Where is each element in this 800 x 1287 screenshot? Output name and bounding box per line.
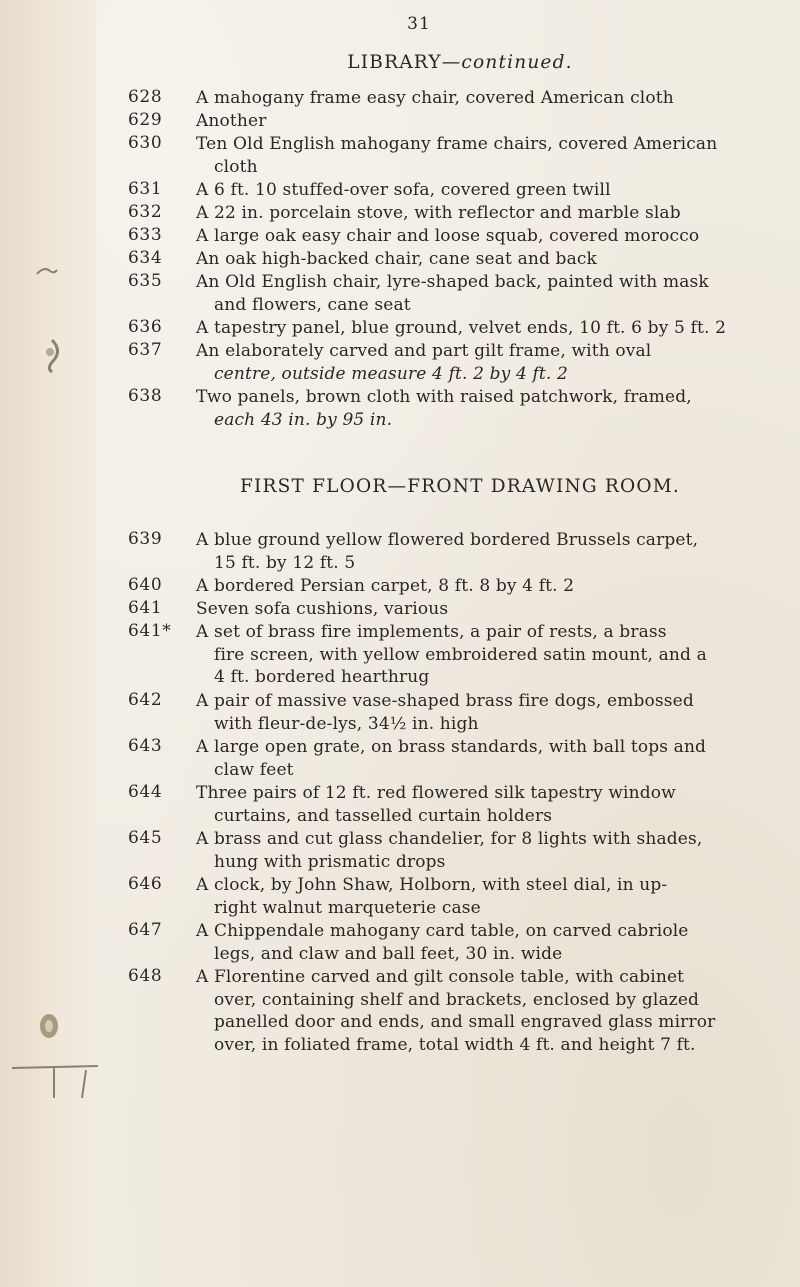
lot-number: 628 bbox=[128, 87, 163, 107]
description-line: cloth bbox=[214, 156, 258, 177]
description-line: A Florentine carved and gilt console table, with cabinet bbox=[196, 967, 685, 987]
description-line: A Chippendale mahogany card table, on carved cabriole bbox=[196, 921, 689, 941]
description-line: A 6 ft. 10 stuffed-over sofa, covered green twill bbox=[196, 180, 611, 200]
lot-number: 638 bbox=[128, 386, 163, 406]
lot-number: 641 bbox=[128, 598, 163, 618]
description-line: fire screen, with yellow embroidered satin mount, and a bbox=[214, 644, 707, 665]
description-line: each 43 in. by 95 in. bbox=[214, 409, 393, 430]
lot-number: 636 bbox=[128, 317, 163, 337]
lot-description bbox=[196, 874, 781, 919]
description-line: hung with prismatic drops bbox=[214, 851, 446, 872]
lot-number: 632 bbox=[128, 202, 163, 222]
description-line: A large open grate, on brass standards, with ball tops and bbox=[196, 737, 707, 757]
lot-number: 633 bbox=[128, 225, 163, 245]
description-line: legs, and claw and ball feet, 30 in. wide bbox=[214, 943, 563, 964]
lot-description bbox=[196, 110, 781, 133]
description-line: curtains, and tasselled curtain holders bbox=[214, 805, 553, 826]
description-line: Ten Old English mahogany frame chairs, covered American bbox=[196, 134, 718, 154]
section-heading-text: FIRST FLOOR—FRONT DRAWING ROOM. bbox=[239, 476, 681, 497]
lot-number: 647 bbox=[128, 920, 163, 940]
lot-description bbox=[196, 271, 781, 316]
lot-description bbox=[196, 736, 781, 781]
lot-description bbox=[196, 87, 781, 110]
description-line: centre, outside measure 4 ft. 2 by 4 ft. 2 bbox=[214, 363, 568, 384]
lot-number: 642 bbox=[128, 690, 163, 710]
lot-number: 629 bbox=[128, 110, 163, 130]
description-line: Another bbox=[196, 111, 267, 131]
description-line: right walnut marqueterie case bbox=[214, 897, 481, 918]
lot-description bbox=[196, 690, 781, 735]
description-line: claw feet bbox=[214, 759, 294, 780]
description-line: Three pairs of 12 ft. red flowered silk tapestry window bbox=[196, 783, 676, 803]
lot-description bbox=[196, 179, 781, 202]
lot-description bbox=[196, 202, 781, 225]
lot-description bbox=[196, 225, 781, 248]
lot-number: 645 bbox=[128, 828, 163, 848]
description-line: over, containing shelf and brackets, enclosed by glazed bbox=[214, 989, 700, 1010]
page-number: 31 bbox=[407, 14, 431, 34]
description-line: An elaborately carved and part gilt frame, with oval bbox=[196, 341, 652, 361]
description-line: A mahogany frame easy chair, covered American cloth bbox=[196, 88, 674, 108]
lot-description bbox=[196, 340, 781, 385]
lot-number: 637 bbox=[128, 340, 163, 360]
description-line: A bordered Persian carpet, 8 ft. 8 by 4 ft. 2 bbox=[196, 576, 575, 596]
ornament-mark-icon bbox=[36, 262, 58, 280]
lot-description bbox=[196, 133, 781, 178]
lot-description bbox=[196, 386, 781, 431]
section-heading-drawing-room bbox=[0, 476, 800, 497]
lot-description bbox=[196, 920, 781, 965]
description-line: An Old English chair, lyre-shaped back, painted with mask bbox=[196, 272, 709, 292]
description-line: A 22 in. porcelain stove, with reflector and marble slab bbox=[196, 203, 681, 223]
description-line: over, in foliated frame, total width 4 ft. and height 7 ft. bbox=[214, 1034, 696, 1055]
lot-description bbox=[196, 248, 781, 271]
lot-description bbox=[196, 782, 781, 827]
lot-number: 634 bbox=[128, 248, 163, 268]
section-heading-suffix: —continued. bbox=[441, 52, 573, 73]
description-line: A large oak easy chair and loose squab, covered morocco bbox=[196, 226, 700, 246]
description-line: 15 ft. by 12 ft. 5 bbox=[214, 552, 356, 573]
lot-description bbox=[196, 966, 781, 1056]
lot-description bbox=[196, 828, 781, 873]
section-heading-library bbox=[0, 52, 800, 73]
description-line: A brass and cut glass chandelier, for 8 lights with shades, bbox=[196, 829, 703, 849]
section-heading-text: LIBRARY bbox=[347, 52, 442, 73]
description-line: Seven sofa cushions, various bbox=[196, 599, 449, 619]
lot-number: 631 bbox=[128, 179, 163, 199]
lot-description bbox=[196, 529, 781, 574]
description-line: and flowers, cane seat bbox=[214, 294, 411, 315]
lot-number: 648 bbox=[128, 966, 163, 986]
description-line: Two panels, brown cloth with raised patchwork, framed, bbox=[196, 387, 692, 407]
description-line: with fleur-de-lys, 34½ in. high bbox=[214, 713, 479, 734]
lot-number: 630 bbox=[128, 133, 163, 153]
lot-number: 635 bbox=[128, 271, 163, 291]
lot-number: 646 bbox=[128, 874, 163, 894]
description-line: A pair of massive vase-shaped brass fire dogs, embossed bbox=[196, 691, 694, 711]
lot-description bbox=[196, 317, 781, 340]
description-line: An oak high-backed chair, cane seat and back bbox=[196, 249, 597, 269]
description-line: A tapestry panel, blue ground, velvet ends, 10 ft. 6 by 5 ft. 2 bbox=[196, 318, 727, 338]
lot-description bbox=[196, 575, 781, 598]
description-line: A set of brass fire implements, a pair of rests, a brass bbox=[196, 622, 667, 642]
ornament-mark-icon bbox=[40, 338, 64, 374]
lot-number: 641* bbox=[128, 621, 172, 641]
lot-number: 643 bbox=[128, 736, 163, 756]
lot-number: 639 bbox=[128, 529, 163, 549]
description-line: A clock, by John Shaw, Holborn, with steel dial, in up- bbox=[196, 875, 668, 895]
description-line: 4 ft. bordered hearthrug bbox=[214, 667, 430, 687]
description-line: A blue ground yellow flowered bordered Brussels carpet, bbox=[196, 530, 699, 550]
lot-description bbox=[196, 621, 781, 689]
lot-description bbox=[196, 598, 781, 621]
lot-number: 640 bbox=[128, 575, 163, 595]
ornament-mark-icon bbox=[10, 1060, 100, 1100]
description-line: panelled door and ends, and small engraved glass mirror bbox=[214, 1012, 716, 1032]
ornament-mark-icon bbox=[36, 1010, 62, 1044]
lot-number: 644 bbox=[128, 782, 163, 802]
